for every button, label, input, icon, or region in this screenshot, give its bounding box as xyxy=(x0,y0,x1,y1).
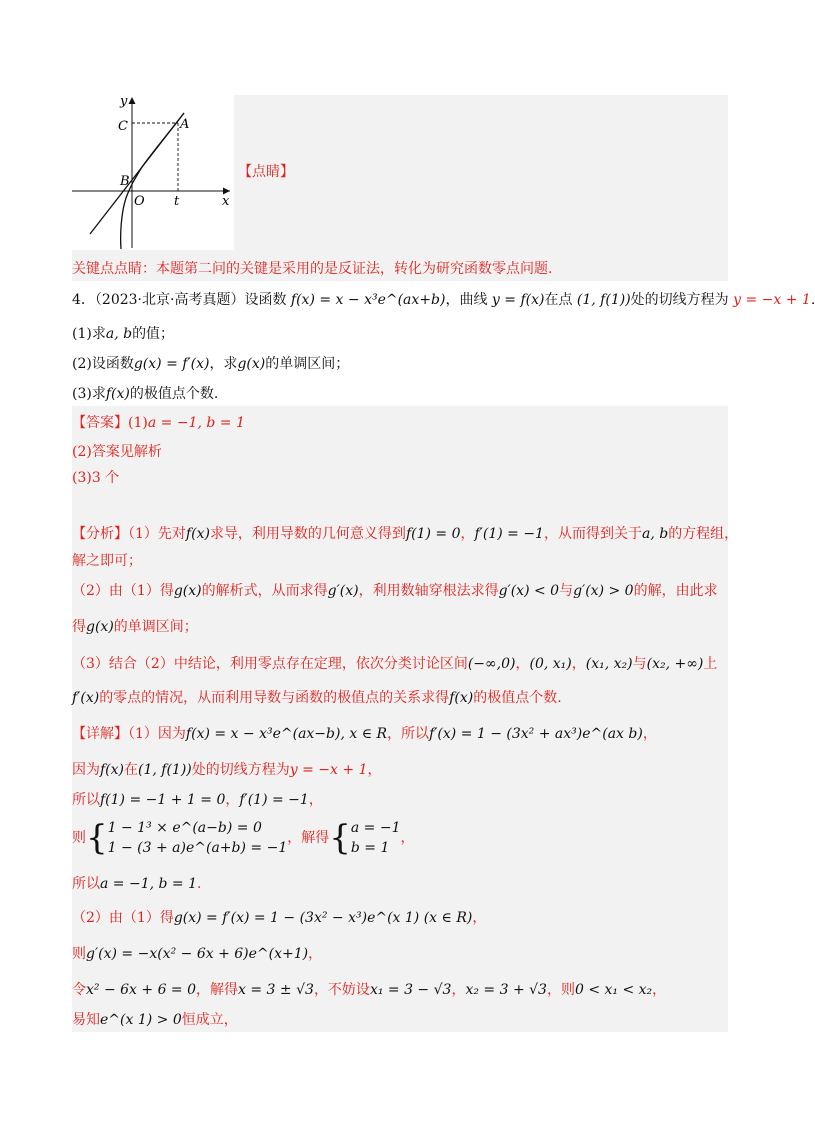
detail-line-6: （2）由（1）得g(x) = f′(x) = 1 − (3x² − x³)e^(x 1) (x ∈ R)， xyxy=(72,910,487,926)
answer-line-2: (2)答案见解析 xyxy=(72,444,162,460)
dianjing-tag: 【点睛】 xyxy=(238,164,294,180)
analysis-line-6: f′(x)的零点的情况，从而利用导数与函数的极值点的关系求得f(x)的极值点个数. xyxy=(72,690,562,706)
analysis-line-5: （3）结合（2）中结论，利用零点存在定理，依次分类讨论区间(−∞,0)，(0, x₁)，(x₁, x₂)与(x₂, +∞)上 xyxy=(72,656,718,672)
tangent-graph-figure xyxy=(72,95,234,250)
detail-line-8: 令x² − 6x + 6 = 0，解得x = 3 ± √3，不妨设x₁ = 3 − √3，x₂ = 3 + √3，则0 < x₁ < x₂， xyxy=(72,982,667,998)
point-label-c: C xyxy=(118,119,128,134)
detail-line-4-system: 则{ 1 − 1³ × e^(a−b) = 0 1 − (3 + a)e^(a+b) = −1 ，解得{ a = −1 b = 1 ， xyxy=(72,818,415,858)
detail-line-2: 因为f(x)在(1, f(1))处的切线方程为y = −x + 1， xyxy=(72,762,382,778)
detail-line-5: 所以a = −1, b = 1. xyxy=(72,876,202,892)
key-point-text: 关键点点睛：本题第二问的关键是采用的是反证法，转化为研究函数零点问题. xyxy=(72,261,553,277)
question-2: (2)设函数g(x) = f′(x)，求g(x)的单调区间； xyxy=(72,356,350,372)
question-3: (3)求f(x)的极值点个数. xyxy=(72,386,219,402)
answer-block xyxy=(72,406,728,1032)
point-label-t: t xyxy=(174,194,180,209)
question-1: (1)求a, b的值； xyxy=(72,326,175,342)
analysis-line-4: 得g(x)的单调区间； xyxy=(72,619,198,635)
point-label-a: A xyxy=(180,117,190,132)
problem-stem: 4．（2023·北京·高考真题）设函数 f(x) = x − x³e^(ax+b)，曲线 y = f(x)在点 (1, f(1))处的切线方程为 y = −x + 1. xyxy=(72,292,815,308)
answer-line-3: (3)3 个 xyxy=(72,470,120,486)
detail-line-1: 【详解】（1）因为f(x) = x − x³e^(ax−b), x ∈ R，所以f′(x) = 1 − (3x² + ax³)e^(ax b)， xyxy=(72,726,657,742)
axis-label-y: y xyxy=(120,94,128,109)
origin-label: O xyxy=(134,194,145,209)
analysis-line-3: （2）由（1）得g(x)的解析式，从而求得g′(x)，利用数轴穿根法求得g′(x) < 0与g′(x) > 0的解，由此求 xyxy=(72,583,718,599)
axis-label-x: x xyxy=(222,194,230,209)
detail-line-3: 所以f(1) = −1 + 1 = 0，f′(1) = −1， xyxy=(72,792,323,808)
analysis-line-2: 解之即可； xyxy=(72,553,142,569)
detail-line-7: 则g′(x) = −x(x² − 6x + 6)e^(x+1)， xyxy=(72,946,323,962)
detail-line-9: 易知e^(x 1) > 0恒成立， xyxy=(72,1012,238,1028)
analysis-line-1: 【分析】（1）先对f(x)求导，利用导数的几何意义得到f(1) = 0，f′(1) = −1，从而得到关于a, b的方程组， xyxy=(72,526,739,542)
answer-line-1: 【答案】(1)a = −1, b = 1 xyxy=(72,415,245,431)
point-label-b: B xyxy=(120,174,130,189)
